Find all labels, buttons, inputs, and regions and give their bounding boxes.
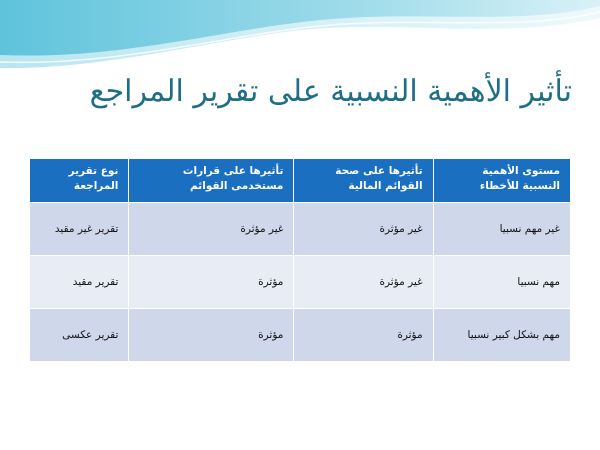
table-cell: مؤثرة [294, 309, 433, 362]
table-cell: تقرير غير مقيد [30, 203, 129, 256]
table-row [30, 203, 570, 256]
table-cell: مهم بشكل كبير نسبيا [433, 309, 570, 362]
table-cell: تقرير مقيد [30, 256, 129, 309]
table-cell: غير مؤثرة [294, 256, 433, 309]
table-cell: تقرير عكسى [30, 309, 129, 362]
table-header-row [30, 159, 570, 203]
header-report-type: نوع تقرير المراجعة [30, 159, 129, 203]
slide-title: تأثير الأهمية النسبية على تقرير المراجع [89, 74, 572, 109]
table-cell: مهم نسبيا [433, 256, 570, 309]
table-cell: غير مؤثرة [129, 203, 294, 256]
table-row [30, 309, 570, 362]
header-statements-accuracy: تأثيرها على صحة القوائم المالية [294, 159, 433, 203]
table-row [30, 256, 570, 309]
table-cell: مؤثرة [129, 309, 294, 362]
header-materiality-level: مستوى الأهمية النسبية للأخطاء [433, 159, 570, 203]
table-cell: مؤثرة [129, 256, 294, 309]
table-cell: غير مهم نسبيا [433, 203, 570, 256]
audit-materiality-table [30, 159, 570, 361]
table-cell: غير مؤثرة [294, 203, 433, 256]
header-user-decisions: تأثيرها على قرارات مستخدمى القوائم [129, 159, 294, 203]
